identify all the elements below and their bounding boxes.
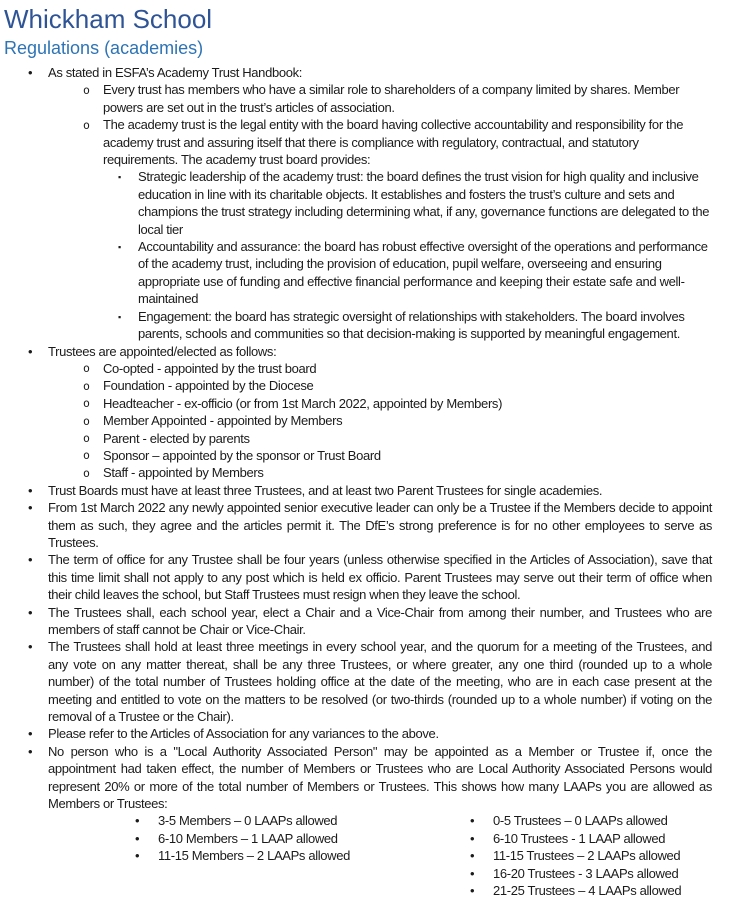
bullet-text: Staff - appointed by Members xyxy=(103,465,264,481)
bullet-item xyxy=(4,743,712,813)
bullet-icon: • xyxy=(470,865,475,881)
bullet-text: No person who is a "Local Authority Associated Person" may be appointed as a Member or Trustee if, once the appointment had taken effect, the number of Members or Trustees who are Local Authority Associated Persons would represent 20% or more of the total number of Members or Trustees. This shows how many LAAPs you are allowed as Members or Trustees: xyxy=(48,743,712,812)
members-laap-column xyxy=(135,812,437,899)
bullet-text: Headteacher - ex-officio (or from 1st March 2022, appointed by Members) xyxy=(103,395,503,411)
square-bullet-icon: ▪ xyxy=(118,242,122,253)
bullet-icon: • xyxy=(470,813,475,829)
bullet-item xyxy=(4,412,712,429)
bullet-icon: • xyxy=(28,500,33,516)
bullet-item xyxy=(4,464,712,481)
bullet-item xyxy=(4,360,712,377)
bullet-text: The Trustees shall hold at least three meetings in every school year, and the quorum for a meeting of the Trustees, and any vote on any matter thereat, shall be any three Trustees, or where greater, any one third (rounded up to a whole number) of the total number of Trustees holding office at the date of the meeting, who are in each case present at the meeting and entitled to vote on the matters to be resolved (or two-thirds (rounded up to a whole number) if voting on the removal of a Trustee or the Chair). xyxy=(48,639,712,725)
page-subtitle: Regulations (academies) xyxy=(4,38,204,58)
bullet-icon: • xyxy=(28,726,33,742)
bullet-text: 11-15 Members – 2 LAAPs allowed xyxy=(158,848,350,864)
bullet-text: 21-25 Trustees – 4 LAAPs allowed xyxy=(493,883,682,899)
bullet-text: 11-15 Trustees – 2 LAAPs allowed xyxy=(493,848,681,864)
list-item xyxy=(470,812,712,829)
regulations-list xyxy=(4,64,712,900)
bullet-text: Please refer to the Articles of Association for any variances to the above. xyxy=(48,726,439,742)
bullet-icon: • xyxy=(135,830,140,846)
laap-allowance-columns xyxy=(4,812,712,899)
bullet-text: Engagement: the board has strategic oversight of relationships with stakeholders. The board involves parents, schools and communities so that decision-making is supported by meaningful engagement. xyxy=(138,308,685,342)
bullet-item xyxy=(4,395,712,412)
bullet-item xyxy=(4,308,712,343)
bullet-text: Every trust has members who have a similar role to shareholders of a company limited by shares. Member powers are set out in the trust’s articles of association. xyxy=(103,82,680,115)
bullet-icon: • xyxy=(28,343,33,359)
trustees-laap-column xyxy=(470,812,712,899)
circle-bullet-icon: o xyxy=(83,431,90,446)
bullet-text: 3-5 Members – 0 LAAPs allowed xyxy=(158,813,338,829)
bullet-icon: • xyxy=(470,848,475,864)
square-bullet-icon: ▪ xyxy=(118,311,122,322)
bullet-icon: • xyxy=(135,813,140,829)
bullet-icon: • xyxy=(28,65,33,80)
bullet-text: The academy trust is the legal entity with the board having collective accountability and responsibility for the academy trust and assuring itself that there is compliance with regulatory, contractual, and statutory requirements. The academy trust board provides: xyxy=(103,117,684,168)
bullet-text: Trust Boards must have at least three Trustees, and at least two Parent Trustees for single academies. xyxy=(48,482,603,498)
list-item xyxy=(135,812,437,829)
bullet-item xyxy=(4,168,712,238)
bullet-text: Accountability and assurance: the board has robust effective oversight of the operations and performance of the academy trust, including the provision of education, pupil welfare, overseeing and ensuring appropriate use of funding and effective financial performance and keeping their estate safe and well-maintained xyxy=(138,239,708,307)
bullet-item xyxy=(4,604,712,639)
bullet-item xyxy=(4,116,712,168)
bullet-text: The Trustees shall, each school year, elect a Chair and a Vice-Chair from among their number, and Trustees who are members of staff cannot be Chair or Vice-Chair. xyxy=(48,604,712,637)
square-bullet-icon: ▪ xyxy=(118,172,122,183)
bullet-icon: • xyxy=(470,883,475,899)
bullet-icon: • xyxy=(28,482,33,498)
bullet-item xyxy=(4,238,712,308)
list-item xyxy=(470,830,712,847)
list-item xyxy=(470,882,712,899)
circle-bullet-icon: o xyxy=(83,361,90,376)
bullet-text: 6-10 Trustees - 1 LAAP allowed xyxy=(493,830,666,846)
bullet-item xyxy=(4,377,712,394)
bullet-item xyxy=(4,343,712,360)
bullet-item xyxy=(4,64,712,81)
circle-bullet-icon: o xyxy=(83,117,90,132)
bullet-text: As stated in ESFA’s Academy Trust Handbook: xyxy=(48,65,302,80)
list-item xyxy=(135,830,437,847)
bullet-icon: • xyxy=(470,830,475,846)
bullet-text: 6-10 Members – 1 LAAP allowed xyxy=(158,830,338,846)
bullet-icon: • xyxy=(28,743,33,759)
bullet-text: Sponsor – appointed by the sponsor or Trust Board xyxy=(103,447,381,463)
bullet-item xyxy=(4,482,712,499)
bullet-icon: • xyxy=(28,604,33,620)
bullet-icon: • xyxy=(28,552,33,568)
circle-bullet-icon: o xyxy=(83,413,90,428)
circle-bullet-icon: o xyxy=(83,378,90,393)
bullet-text: Trustees are appointed/elected as follows: xyxy=(48,343,277,359)
bullet-text: Parent - elected by parents xyxy=(103,430,250,446)
circle-bullet-icon: o xyxy=(83,396,90,411)
bullet-text: Strategic leadership of the academy trust: the board defines the trust vision for high quality and inclusive education in line with its charitable objects. It establishes and fosters the trust’s culture and sets and champions the trust strategy including determining what, if any, governance functions are delegated to the local tier xyxy=(138,169,710,237)
circle-bullet-icon: o xyxy=(83,82,90,97)
bullet-text: From 1st March 2022 any newly appointed senior executive leader can only be a Trustee if the Members decide to appoint them as such, they agree and the articles permit it. The DfE’s strong preference is for no other employees to serve as Trustees. xyxy=(48,500,712,550)
bullet-text: 16-20 Trustees - 3 LAAPs allowed xyxy=(493,865,679,881)
bullet-item xyxy=(4,447,712,464)
bullet-item xyxy=(4,725,712,742)
bullet-item xyxy=(4,81,712,116)
bullet-item xyxy=(4,551,712,603)
bullet-text: Co-opted - appointed by the trust board xyxy=(103,360,317,376)
bullet-text: 0-5 Trustees – 0 LAAPs allowed xyxy=(493,813,668,829)
list-item xyxy=(470,865,712,882)
page-title: Whickham School xyxy=(4,4,213,34)
circle-bullet-icon: o xyxy=(83,465,90,480)
circle-bullet-icon: o xyxy=(83,448,90,463)
bullet-item xyxy=(4,638,712,725)
bullet-icon: • xyxy=(28,639,33,655)
list-item xyxy=(135,847,437,864)
bullet-text: Foundation - appointed by the Diocese xyxy=(103,378,314,394)
bullet-text: The term of office for any Trustee shall be four years (unless otherwise specified in the Articles of Association), save that this time limit shall not apply to any post which is held ex officio. Parent Trustees may serve out their term of office when their child leaves the school, but Staff Trustees must resign when they leave the school. xyxy=(48,552,712,603)
bullet-icon: • xyxy=(135,848,140,864)
bullet-item xyxy=(4,499,712,551)
bullet-item xyxy=(4,430,712,447)
bullet-text: Member Appointed - appointed by Members xyxy=(103,413,343,429)
list-item xyxy=(470,847,712,864)
